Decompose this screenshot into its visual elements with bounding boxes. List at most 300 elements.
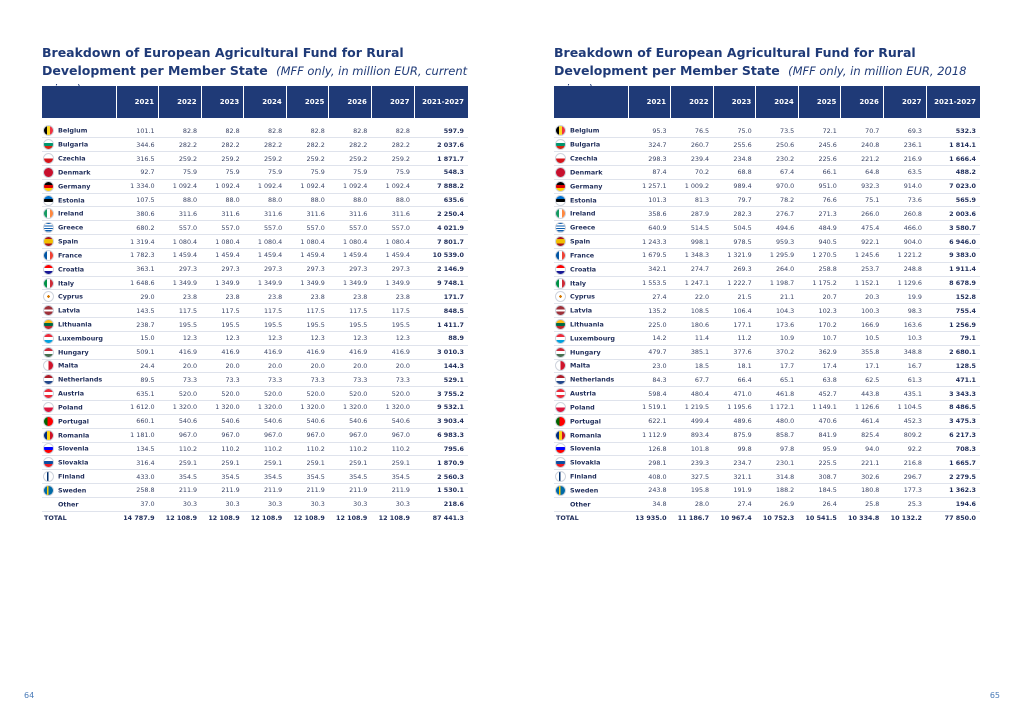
- country-cell: [554, 276, 628, 290]
- value-cell: 452.7: [798, 387, 841, 401]
- value-cell: 20.0: [244, 359, 287, 373]
- value-cell: 211.9: [371, 484, 414, 498]
- value-cell: 1 612.0: [116, 401, 159, 415]
- flag-icon: [555, 222, 566, 233]
- total-cell: 9 748.1: [414, 276, 468, 290]
- value-cell: 211.9: [201, 484, 244, 498]
- value-cell: 88.0: [329, 193, 372, 207]
- value-cell: 30.3: [244, 497, 287, 511]
- table-row: [42, 262, 468, 276]
- value-cell: 72.1: [798, 124, 841, 138]
- table-header-row: [554, 86, 980, 118]
- value-cell: 311.6: [286, 207, 329, 221]
- value-cell: 311.6: [159, 207, 202, 221]
- value-cell: 557.0: [201, 221, 244, 235]
- value-cell: 61.3: [883, 373, 926, 387]
- value-cell: 1 349.9: [286, 276, 329, 290]
- value-cell: 1 319.4: [116, 235, 159, 249]
- country-name: Cyprus: [58, 292, 83, 301]
- flag-icon: [555, 402, 566, 413]
- value-cell: 16.7: [883, 359, 926, 373]
- country-name: Greece: [570, 223, 596, 232]
- value-cell: 967.0: [371, 428, 414, 442]
- value-cell: 893.4: [671, 428, 714, 442]
- total-cell: 1 911.4: [926, 262, 980, 276]
- country-cell: [42, 276, 116, 290]
- value-cell: 173.6: [756, 318, 799, 332]
- value-cell: 211.9: [244, 484, 287, 498]
- flag-icon: [43, 208, 54, 219]
- total-cell: 2 003.6: [926, 207, 980, 221]
- country-name: Spain: [58, 237, 79, 246]
- value-cell: 177.1: [713, 318, 756, 332]
- table-row: [554, 484, 980, 498]
- value-cell: 1 092.4: [159, 179, 202, 193]
- country-name: Slovenia: [570, 444, 601, 453]
- total-cell: 9 532.1: [414, 401, 468, 415]
- value-cell: 21.1: [756, 290, 799, 304]
- table-row: [554, 152, 980, 166]
- country-cell: [42, 331, 116, 345]
- value-cell: 260.8: [883, 207, 926, 221]
- value-cell: 514.5: [671, 221, 714, 235]
- value-cell: 73.3: [201, 373, 244, 387]
- value-cell: 302.6: [841, 470, 884, 484]
- breakdown-table: [42, 86, 468, 525]
- value-cell: 298.3: [628, 152, 671, 166]
- value-cell: 1 320.0: [159, 401, 202, 415]
- value-cell: 100.3: [841, 304, 884, 318]
- value-cell: 1 175.2: [798, 276, 841, 290]
- value-cell: 82.8: [159, 124, 202, 138]
- value-cell: 967.0: [244, 428, 287, 442]
- value-cell: 327.5: [671, 470, 714, 484]
- value-cell: 75.9: [286, 165, 329, 179]
- value-cell: 260.7: [671, 138, 714, 152]
- country-name: Ireland: [58, 209, 84, 218]
- value-cell: 875.9: [713, 428, 756, 442]
- country-cell: [554, 179, 628, 193]
- value-cell: 98.3: [883, 304, 926, 318]
- table-container: [554, 86, 980, 525]
- value-cell: 914.0: [883, 179, 926, 193]
- flag-icon: [43, 457, 54, 468]
- total-cell: 1 411.7: [414, 318, 468, 332]
- country-cell: [554, 484, 628, 498]
- flag-icon: [555, 125, 566, 136]
- value-cell: 13 935.0: [635, 514, 667, 523]
- value-cell: 489.6: [713, 414, 756, 428]
- value-cell: 20.0: [329, 359, 372, 373]
- value-cell: 358.6: [628, 207, 671, 221]
- country-name: Netherlands: [58, 375, 103, 384]
- value-cell: 76.6: [798, 193, 841, 207]
- flag-icon: [555, 499, 566, 510]
- flag-icon: [555, 305, 566, 316]
- header-year: 2021-2027: [926, 86, 980, 118]
- total-cell: 171.7: [414, 290, 468, 304]
- value-cell: 10.7: [798, 331, 841, 345]
- value-cell: 101.8: [671, 442, 714, 456]
- value-cell: 94.0: [841, 442, 884, 456]
- value-cell: 959.3: [756, 235, 799, 249]
- country-cell: [554, 387, 628, 401]
- total-cell: 3 010.3: [414, 345, 468, 359]
- flag-icon: [43, 499, 54, 510]
- value-cell: 282.2: [286, 138, 329, 152]
- value-cell: 17.4: [798, 359, 841, 373]
- header-year: 2026: [329, 86, 372, 118]
- value-cell: 1 349.9: [329, 276, 372, 290]
- value-cell: 1 257.1: [628, 179, 671, 193]
- table-row: [554, 456, 980, 470]
- flag-icon: [555, 278, 566, 289]
- value-cell: 67.4: [756, 165, 799, 179]
- country-cell: [554, 138, 628, 152]
- value-cell: 259.2: [329, 152, 372, 166]
- value-cell: 11 186.7: [677, 514, 710, 523]
- value-cell: 480.0: [756, 414, 799, 428]
- value-cell: 416.9: [201, 345, 244, 359]
- value-cell: 1 149.1: [798, 401, 841, 415]
- table-row: [42, 401, 468, 415]
- total-cell: 471.1: [926, 373, 980, 387]
- country-name: Latvia: [570, 306, 593, 315]
- total-cell: 77 850.0: [944, 514, 976, 523]
- flag-icon: [555, 374, 566, 385]
- value-cell: 87.4: [628, 165, 671, 179]
- value-cell: 82.8: [371, 124, 414, 138]
- country-name: Malta: [58, 361, 79, 370]
- country-cell: [554, 331, 628, 345]
- total-cell: 218.6: [414, 497, 468, 511]
- total-cell: 10 539.0: [414, 248, 468, 262]
- country-cell: [554, 221, 628, 235]
- value-cell: 191.9: [713, 484, 756, 498]
- header-year: 2024: [244, 86, 287, 118]
- country-name: Germany: [570, 182, 603, 191]
- value-cell: 117.5: [201, 304, 244, 318]
- value-cell: 348.8: [883, 345, 926, 359]
- value-cell: 1 092.4: [371, 179, 414, 193]
- country-cell: [554, 207, 628, 221]
- value-cell: 30.3: [329, 497, 372, 511]
- value-cell: 37.0: [116, 497, 159, 511]
- value-cell: 163.6: [883, 318, 926, 332]
- value-cell: 12.3: [329, 331, 372, 345]
- flag-icon: [43, 443, 54, 454]
- value-cell: 1 198.7: [756, 276, 799, 290]
- country-cell: [42, 262, 116, 276]
- flag-icon: [43, 264, 54, 275]
- country-cell: [42, 373, 116, 387]
- value-cell: 1 172.1: [756, 401, 799, 415]
- flag-icon: [43, 347, 54, 358]
- value-cell: 12.3: [286, 331, 329, 345]
- value-cell: 311.6: [329, 207, 372, 221]
- value-cell: 102.3: [798, 304, 841, 318]
- country-name: Czechia: [570, 154, 598, 163]
- value-cell: 967.0: [329, 428, 372, 442]
- country-name: Hungary: [58, 348, 89, 357]
- value-cell: 20.0: [371, 359, 414, 373]
- value-cell: 311.6: [201, 207, 244, 221]
- value-cell: 274.7: [671, 262, 714, 276]
- value-cell: 1 112.9: [628, 428, 671, 442]
- table-row: [554, 304, 980, 318]
- value-cell: 216.9: [883, 152, 926, 166]
- value-cell: 110.2: [371, 442, 414, 456]
- value-cell: 20.0: [201, 359, 244, 373]
- value-cell: 92.2: [883, 442, 926, 456]
- flag-icon: [43, 167, 54, 178]
- total-cell: 755.4: [926, 304, 980, 318]
- table-row: [42, 414, 468, 428]
- country-name: Portugal: [58, 417, 89, 426]
- table-row: [554, 124, 980, 138]
- value-cell: 967.0: [286, 428, 329, 442]
- country-cell: [42, 456, 116, 470]
- value-cell: 23.8: [244, 290, 287, 304]
- value-cell: 110.2: [201, 442, 244, 456]
- total-cell: 1 665.7: [926, 456, 980, 470]
- table-row: [554, 359, 980, 373]
- flag-icon: [555, 485, 566, 496]
- value-cell: 540.6: [371, 414, 414, 428]
- country-name: Estonia: [58, 196, 85, 205]
- country-name: Finland: [58, 472, 85, 481]
- value-cell: 62.5: [841, 373, 884, 387]
- total-cell: 2 279.5: [926, 470, 980, 484]
- value-cell: 92.7: [116, 165, 159, 179]
- value-cell: 259.2: [244, 152, 287, 166]
- title-text: Breakdown of European Agricultural Fund for Rural Development per Member State: [42, 45, 404, 78]
- total-cell: 152.8: [926, 290, 980, 304]
- value-cell: 195.5: [286, 318, 329, 332]
- country-cell: [554, 124, 628, 138]
- country-cell: [554, 248, 628, 262]
- value-cell: 22.0: [671, 290, 714, 304]
- total-cell: 128.5: [926, 359, 980, 373]
- value-cell: 354.5: [371, 470, 414, 484]
- total-cell: 3 580.7: [926, 221, 980, 235]
- country-name: Italy: [58, 279, 75, 288]
- value-cell: 520.0: [286, 387, 329, 401]
- value-cell: 989.4: [713, 179, 756, 193]
- value-cell: 211.9: [286, 484, 329, 498]
- value-cell: 236.1: [883, 138, 926, 152]
- flag-icon: [43, 305, 54, 316]
- value-cell: 297.3: [329, 262, 372, 276]
- total-cell: 2 037.6: [414, 138, 468, 152]
- country-name: Estonia: [570, 196, 597, 205]
- value-cell: 195.5: [159, 318, 202, 332]
- country-cell: [42, 221, 116, 235]
- value-cell: 1 459.4: [371, 248, 414, 262]
- value-cell: 195.5: [201, 318, 244, 332]
- value-cell: 1 129.6: [883, 276, 926, 290]
- value-cell: 314.8: [756, 470, 799, 484]
- value-cell: 225.5: [798, 456, 841, 470]
- country-name: Romania: [570, 431, 602, 440]
- value-cell: 259.1: [371, 456, 414, 470]
- value-cell: 82.8: [244, 124, 287, 138]
- flag-icon: [555, 319, 566, 330]
- value-cell: 1 092.4: [329, 179, 372, 193]
- flag-icon: [555, 347, 566, 358]
- header-year: 2027: [371, 86, 414, 118]
- country-cell: [554, 442, 628, 456]
- value-cell: 809.2: [883, 428, 926, 442]
- value-cell: 287.9: [671, 207, 714, 221]
- country-cell: [42, 138, 116, 152]
- value-cell: 1 349.9: [201, 276, 244, 290]
- value-cell: 20.7: [798, 290, 841, 304]
- country-name: Malta: [570, 361, 591, 370]
- flag-icon: [43, 333, 54, 344]
- value-cell: 88.0: [159, 193, 202, 207]
- value-cell: 1 320.0: [286, 401, 329, 415]
- value-cell: 134.5: [116, 442, 159, 456]
- value-cell: 12.3: [159, 331, 202, 345]
- value-cell: 598.4: [628, 387, 671, 401]
- value-cell: 461.8: [756, 387, 799, 401]
- value-cell: 825.4: [841, 428, 884, 442]
- value-cell: 540.6: [159, 414, 202, 428]
- value-cell: 259.1: [329, 456, 372, 470]
- value-cell: 15.0: [116, 331, 159, 345]
- country-name: Lithuania: [58, 320, 92, 329]
- value-cell: 12.3: [201, 331, 244, 345]
- value-cell: 342.1: [628, 262, 671, 276]
- value-cell: 1 459.4: [329, 248, 372, 262]
- value-cell: 269.3: [713, 262, 756, 276]
- value-cell: 354.5: [329, 470, 372, 484]
- country-cell: [42, 359, 116, 373]
- value-cell: 1 080.4: [159, 235, 202, 249]
- value-cell: 1 195.6: [713, 401, 756, 415]
- value-cell: 177.3: [883, 484, 926, 498]
- header-year: 2027: [883, 86, 926, 118]
- country-cell: [42, 387, 116, 401]
- flag-icon: [555, 471, 566, 482]
- value-cell: 1 080.4: [371, 235, 414, 249]
- value-cell: 504.5: [713, 221, 756, 235]
- value-cell: 143.5: [116, 304, 159, 318]
- flag-icon: [43, 181, 54, 192]
- value-cell: 362.9: [798, 345, 841, 359]
- value-cell: 259.2: [286, 152, 329, 166]
- value-cell: 1 222.7: [713, 276, 756, 290]
- country-name: Slovakia: [570, 458, 601, 467]
- value-cell: 321.1: [713, 470, 756, 484]
- value-cell: 23.0: [628, 359, 671, 373]
- value-cell: 435.1: [883, 387, 926, 401]
- value-cell: 75.9: [244, 165, 287, 179]
- country-cell: [42, 193, 116, 207]
- value-cell: 27.4: [628, 290, 671, 304]
- country-name: Other: [570, 500, 591, 509]
- value-cell: 34.8: [628, 497, 671, 511]
- header-year: 2025: [286, 86, 329, 118]
- value-cell: 20.0: [159, 359, 202, 373]
- flag-icon: [43, 250, 54, 261]
- value-cell: 82.8: [201, 124, 244, 138]
- value-cell: 1 221.2: [883, 248, 926, 262]
- value-cell: 1 459.4: [286, 248, 329, 262]
- value-cell: 259.2: [201, 152, 244, 166]
- page-right: [512, 0, 1024, 724]
- value-cell: 416.9: [329, 345, 372, 359]
- value-cell: 1 349.9: [371, 276, 414, 290]
- value-cell: 259.2: [371, 152, 414, 166]
- total-cell: 1 666.4: [926, 152, 980, 166]
- total-cell: 848.5: [414, 304, 468, 318]
- total-cell: 7 801.7: [414, 235, 468, 249]
- country-name: Poland: [58, 403, 83, 412]
- country-name: Spain: [570, 237, 591, 246]
- value-cell: 557.0: [329, 221, 372, 235]
- country-name: Belgium: [58, 126, 88, 135]
- value-cell: 540.6: [286, 414, 329, 428]
- value-cell: 316.5: [116, 152, 159, 166]
- value-cell: 19.9: [883, 290, 926, 304]
- total-cell: 194.6: [926, 497, 980, 511]
- total-cell: 7 888.2: [414, 179, 468, 193]
- total-cell: 565.9: [926, 193, 980, 207]
- value-cell: 170.2: [798, 318, 841, 332]
- value-cell: 65.1: [756, 373, 799, 387]
- value-cell: 10 752.3: [762, 514, 795, 523]
- value-cell: 484.9: [798, 221, 841, 235]
- value-cell: 88.0: [201, 193, 244, 207]
- country-cell: [42, 290, 116, 304]
- table-row: [554, 235, 980, 249]
- value-cell: 221.1: [841, 456, 884, 470]
- value-cell: 416.9: [159, 345, 202, 359]
- country-cell: [554, 470, 628, 484]
- value-cell: 282.2: [371, 138, 414, 152]
- header-year: 2024: [756, 86, 799, 118]
- table-row: [42, 359, 468, 373]
- value-cell: 354.5: [159, 470, 202, 484]
- country-name: Bulgaria: [58, 140, 89, 149]
- value-cell: 67.7: [671, 373, 714, 387]
- value-cell: 520.0: [329, 387, 372, 401]
- country-name: Denmark: [58, 168, 91, 177]
- value-cell: 248.8: [883, 262, 926, 276]
- value-cell: 461.4: [841, 414, 884, 428]
- flag-icon: [43, 360, 54, 371]
- value-cell: 66.4: [713, 373, 756, 387]
- total-cell: 2 560.3: [414, 470, 468, 484]
- value-cell: 81.3: [671, 193, 714, 207]
- value-cell: 520.0: [244, 387, 287, 401]
- header-country: [554, 86, 628, 118]
- table-header-row: [42, 86, 468, 118]
- table-row: [42, 387, 468, 401]
- value-cell: 23.8: [286, 290, 329, 304]
- table-row: [554, 248, 980, 262]
- value-cell: 23.8: [201, 290, 244, 304]
- country-cell: [42, 428, 116, 442]
- value-cell: 904.0: [883, 235, 926, 249]
- value-cell: 998.1: [671, 235, 714, 249]
- value-cell: 355.8: [841, 345, 884, 359]
- table-row: [42, 290, 468, 304]
- value-cell: 479.7: [628, 345, 671, 359]
- country-cell: [554, 456, 628, 470]
